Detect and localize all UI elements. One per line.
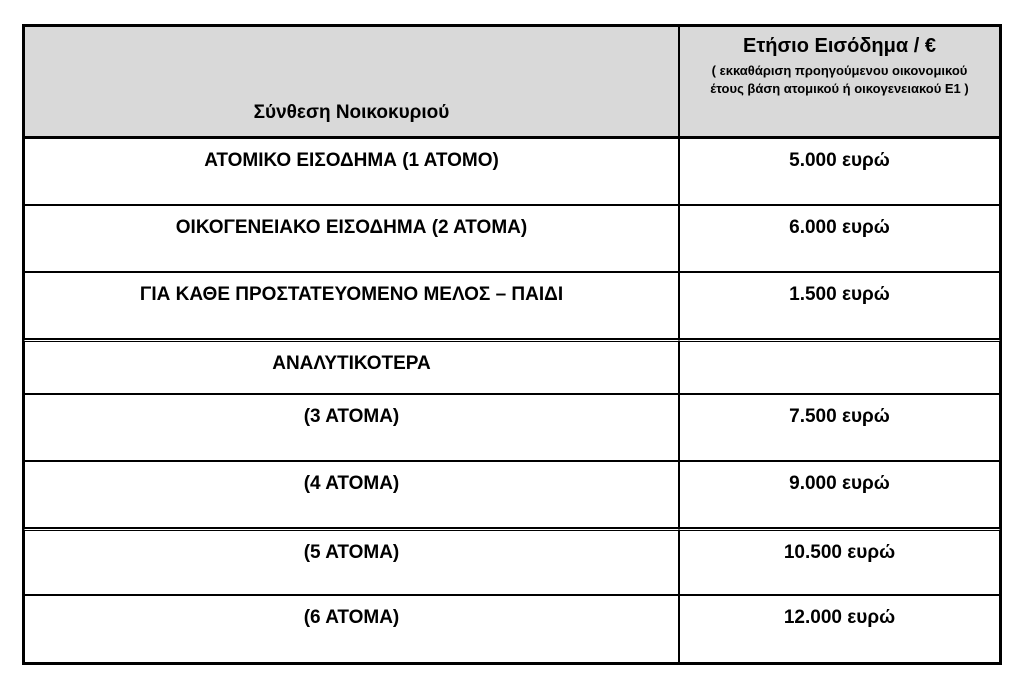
- row-value: 12.000 ευρώ: [679, 595, 1000, 663]
- header-composition: Σύνθεση Νοικοκυριού: [24, 26, 679, 138]
- row-label: ΓΙΑ ΚΑΘΕ ΠΡΟΣΤΑΤΕΥΟΜΕΝΟ ΜΕΛΟΣ – ΠΑΙΔΙ: [24, 272, 679, 339]
- table-row: [24, 394, 1000, 461]
- table-row: [24, 138, 1000, 205]
- row-label: ΑΤΟΜΙΚΟ ΕΙΣΟΔΗΜΑ (1 ΑΤΟΜΟ): [24, 138, 679, 205]
- row-label: (6 ΑΤΟΜΑ): [24, 595, 679, 663]
- table-row: [24, 595, 1000, 663]
- header-income: [679, 26, 1000, 138]
- row-label: (5 ΑΤΟΜΑ): [24, 528, 679, 595]
- table-row: [24, 205, 1000, 272]
- table-row: [24, 461, 1000, 528]
- section-row: [24, 339, 1000, 394]
- row-label: (4 ΑΤΟΜΑ): [24, 461, 679, 528]
- row-value: 9.000 ευρώ: [679, 461, 1000, 528]
- row-value: 7.500 ευρώ: [679, 394, 1000, 461]
- section-label: ΑΝΑΛΥΤΙΚΟΤΕΡΑ: [24, 339, 679, 394]
- header-income-title: Ετήσιο Εισόδημα / €: [743, 35, 936, 57]
- table-row: [24, 272, 1000, 339]
- row-value: 6.000 ευρώ: [679, 205, 1000, 272]
- row-value: 1.500 ευρώ: [679, 272, 1000, 339]
- income-table: [22, 24, 1002, 665]
- row-label: (3 ΑΤΟΜΑ): [24, 394, 679, 461]
- row-value: 10.500 ευρώ: [679, 528, 1000, 595]
- table-row: [24, 528, 1000, 595]
- row-label: ΟΙΚΟΓΕΝΕΙΑΚΟ ΕΙΣΟΔΗΜΑ (2 ΑΤΟΜΑ): [24, 205, 679, 272]
- row-value: 5.000 ευρώ: [679, 138, 1000, 205]
- header-income-note: ( εκκαθάριση προηγούμενου οικονομικού έτους βάση ατομικού ή οικογενειακού Ε1 ): [710, 63, 969, 96]
- section-value: [679, 339, 1000, 394]
- table-header-row: [24, 26, 1000, 138]
